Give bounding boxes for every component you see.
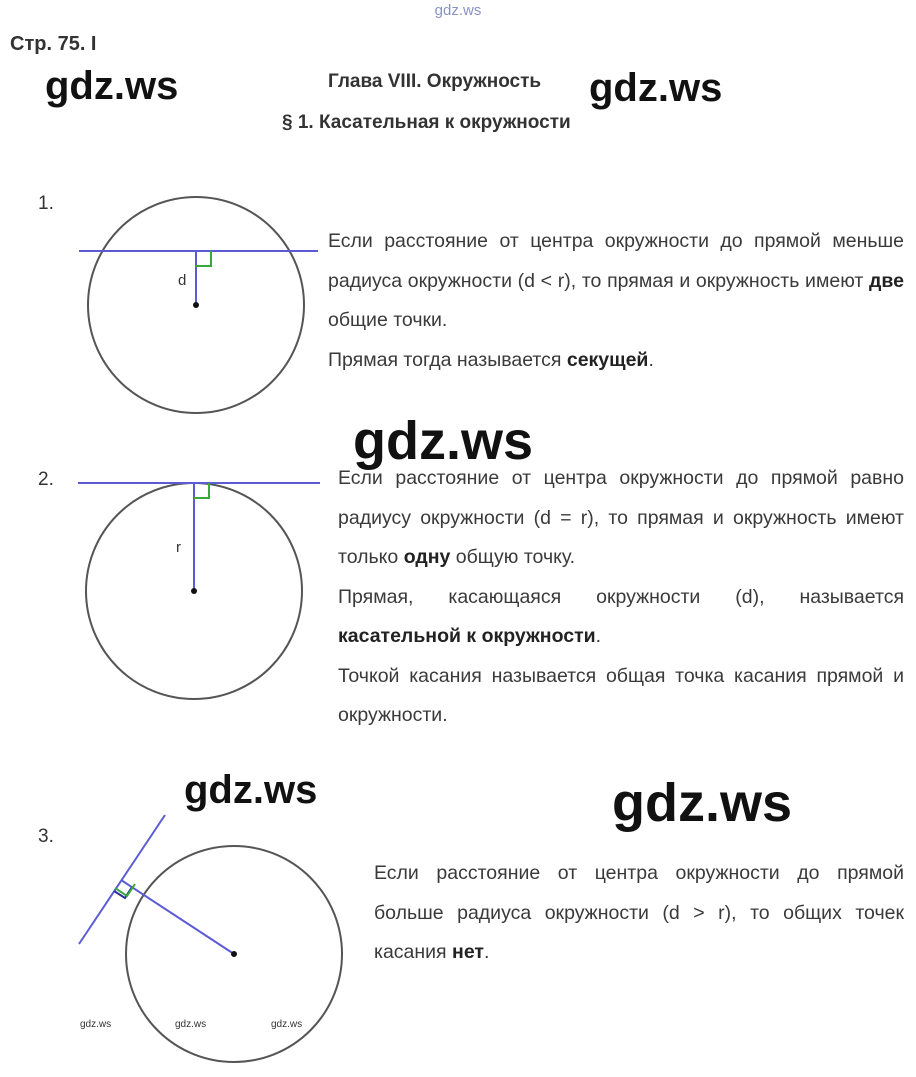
p1-bold: две [869, 269, 904, 292]
p2-bold2: касательной к окружности [338, 625, 596, 647]
p1-text: Если расстояние от центра окружности до прямой меньше радиуса окружности (d < r), то прямая и окружность имеют [328, 230, 904, 292]
watermark-small: gdz.ws [80, 1019, 112, 1030]
p3-after: . [483, 941, 490, 963]
p2-line2: Прямая, касающаяся окружности (d), называется [338, 585, 904, 608]
p1-after: общие точки. [328, 309, 448, 331]
page-reference: Стр. 75. I [10, 33, 97, 55]
item-number-1: 1. [38, 193, 54, 214]
watermark-small: gdz.ws [175, 1019, 207, 1030]
right-angle-mark-1 [196, 251, 211, 266]
section-title: § 1. Касательная к окружности [282, 112, 571, 133]
label-r: r [176, 539, 181, 556]
p3-bold: нет [452, 941, 484, 963]
item-number-2: 2. [38, 469, 54, 490]
chapter-title: Глава VIII. Окружность [328, 71, 542, 92]
p1-bold2: секущей [566, 348, 649, 371]
watermark: gdz.ws [589, 66, 723, 110]
watermark: gdz.ws [353, 411, 534, 471]
watermark-top: gdz.ws [434, 2, 482, 19]
watermark-small: gdz.ws [271, 1019, 303, 1030]
center-point-3 [231, 951, 237, 957]
item-number-3: 3. [38, 826, 54, 847]
right-angle-mark-2 [194, 483, 209, 498]
p2-text: Если расстояние от центра окружности до прямой равно радиусу окружности (d = r), то прямая и окружность имеют только [338, 467, 904, 568]
center-point-2 [191, 588, 197, 594]
p2-line3: Точкой касания называется общая точка касания прямой и окружности. [338, 664, 904, 726]
paragraph-tangent [338, 459, 904, 736]
p3-text: Если расстояние от центра окружности до прямой больше радиуса окружности (d > r), то общих точек касания [374, 862, 904, 963]
figure-secant [79, 197, 318, 413]
label-d: d [178, 272, 187, 289]
p2-after2: . [595, 625, 602, 647]
distance-segment-3 [121, 880, 234, 954]
p1-line2: Прямая тогда называется [328, 348, 567, 371]
figure-tangent [78, 483, 320, 699]
figure-no-intersection [79, 815, 342, 1062]
watermark: gdz.ws [612, 773, 793, 833]
center-point-1 [193, 302, 199, 308]
paragraph-no-intersection [374, 854, 904, 973]
p1-after2: . [648, 348, 654, 371]
watermark: gdz.ws [184, 768, 318, 812]
watermark: gdz.ws [45, 64, 179, 108]
p2-bold: одну [403, 546, 451, 568]
paragraph-secant [328, 222, 904, 380]
p2-after: общую точку. [450, 546, 576, 568]
